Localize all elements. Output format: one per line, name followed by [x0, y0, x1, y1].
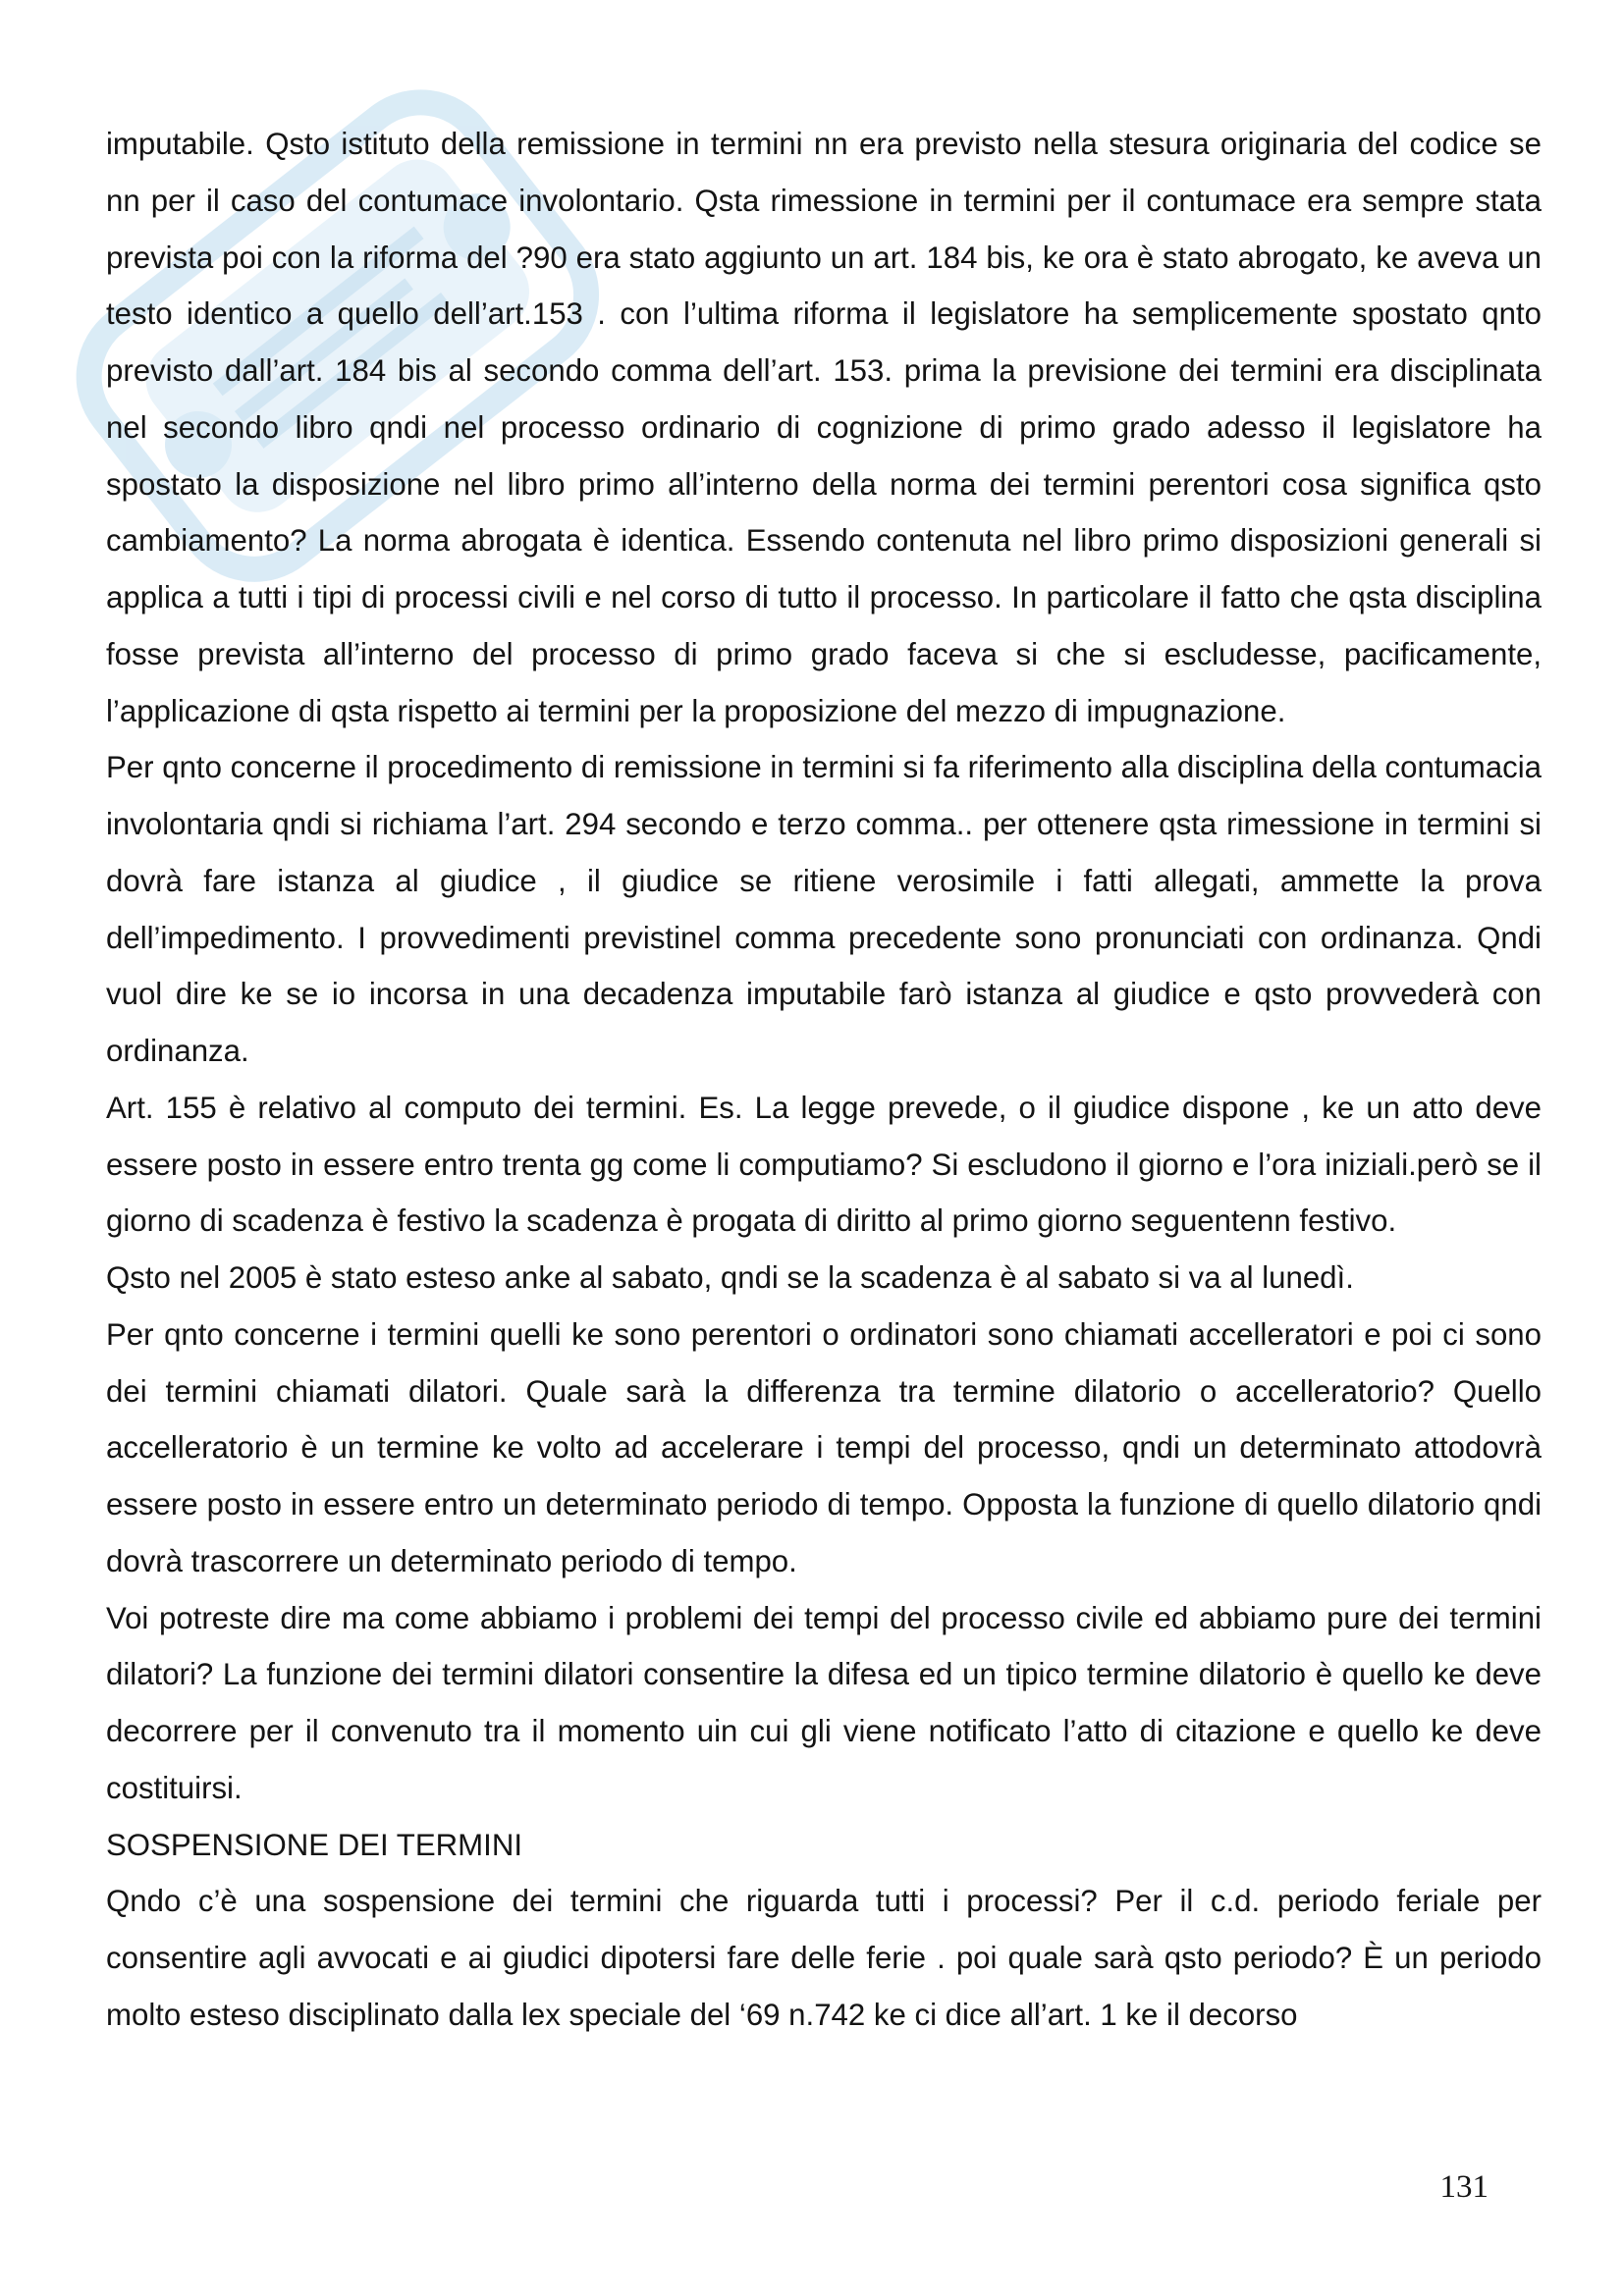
page-number: 131 — [1439, 2169, 1489, 2205]
paragraph-7: Qndo c’è una sospensione dei termini che riguarda tutti i processi? Per il c.d. periodo feriale per consentire agli avvocati e ai giudici dipotersi fare delle ferie . poi quale sarà qsto periodo? È un periodo molto esteso disciplinato dalla lex speciale del ‘69 n.742 ke ci dice all’art. 1 ke il decorso — [106, 1884, 1542, 2032]
document-body — [106, 116, 1542, 2044]
paragraph-2: Per qnto concerne il procedimento di remissione in termini si fa riferimento alla disciplina della contumacia involontaria qndi si richiama l’art. 294 secondo e terzo comma.. per ottenere qsta rimessione in termini si dovrà fare istanza al giudice , il giudice se ritiene verosimile i fatti allegati, ammette la prova dell’impedimento. I provvedimenti previstinel comma precedente sono pronunciati con ordinanza. Qndi vuol dire ke se io incorsa in una decadenza imputabile farò istanza al giudice e qsto provvederà con ordinanza. — [106, 750, 1542, 1068]
paragraph-4: Qsto nel 2005 è stato esteso anke al sabato, qndi se la scadenza è al sabato si va al lunedì. — [106, 1260, 1354, 1295]
section-heading: SOSPENSIONE DEI TERMINI — [106, 1827, 523, 1862]
paragraph-1: imputabile. Qsto istituto della remissione in termini nn era previsto nella stesura originaria del codice se nn per il caso del contumace involontario. Qsta rimessione in termini per il contumace era sempre stata prevista poi con la riforma del ?90 era stato aggiunto un art. 184 bis, ke ora è stato abrogato, ke aveva un testo identico a quello dell’art.153 . con l’ultima riforma il legislatore ha semplicemente spostato qnto previsto dall’art. 184 bis al secondo comma dell’art. 153. prima la previsione dei termini era disciplinata nel secondo libro qndi nel processo ordinario di cognizione di primo grado adesso il legislatore ha spostato la disposizione nel libro primo all’interno della norma dei termini perentori cosa significa qsto cambiamento? La norma abrogata è identica. Essendo contenuta nel libro primo disposizioni generali si applica a tutti i tipi di processi civili e nel corso di tutto il processo. In particolare il fatto che qsta disciplina fosse prevista all’interno del processo di primo grado faceva si che si escludesse, pacificamente, l’applicazione di qsta rispetto ai termini per la proposizione del mezzo di impugnazione. — [106, 127, 1542, 728]
paragraph-6: Voi potreste dire ma come abbiamo i problemi dei tempi del processo civile ed abbiamo pure dei termini dilatori? La funzione dei termini dilatori consentire la difesa ed un tipico termine dilatorio è quello ke deve decorrere per il convenuto tra il momento uin cui gli viene notificato l’atto di citazione e quello ke deve costituirsi. — [106, 1600, 1542, 1805]
paragraph-5: Per qnto concerne i termini quelli ke sono perentori o ordinatori sono chiamati accelleratori e poi ci sono dei termini chiamati dilatori. Quale sarà la differenza tra termine dilatorio o accelleratorio? Quello accelleratorio è un termine ke volto ad accelerare i tempi del processo, qndi un determinato attodovrà essere posto in essere entro un determinato periodo di tempo. Opposta la funzione di quello dilatorio qndi dovrà trascorrere un determinato periodo di tempo. — [106, 1316, 1542, 1578]
paragraph-3: Art. 155 è relativo al computo dei termini. Es. La legge prevede, o il giudice dispone , ke un atto deve essere posto in essere entro trenta gg come li computiamo? Si escludono il giorno e l’ora iniziali.però se il giorno di scadenza è festivo la scadenza è progata di diritto al primo giorno seguentenn festivo. — [106, 1090, 1542, 1239]
